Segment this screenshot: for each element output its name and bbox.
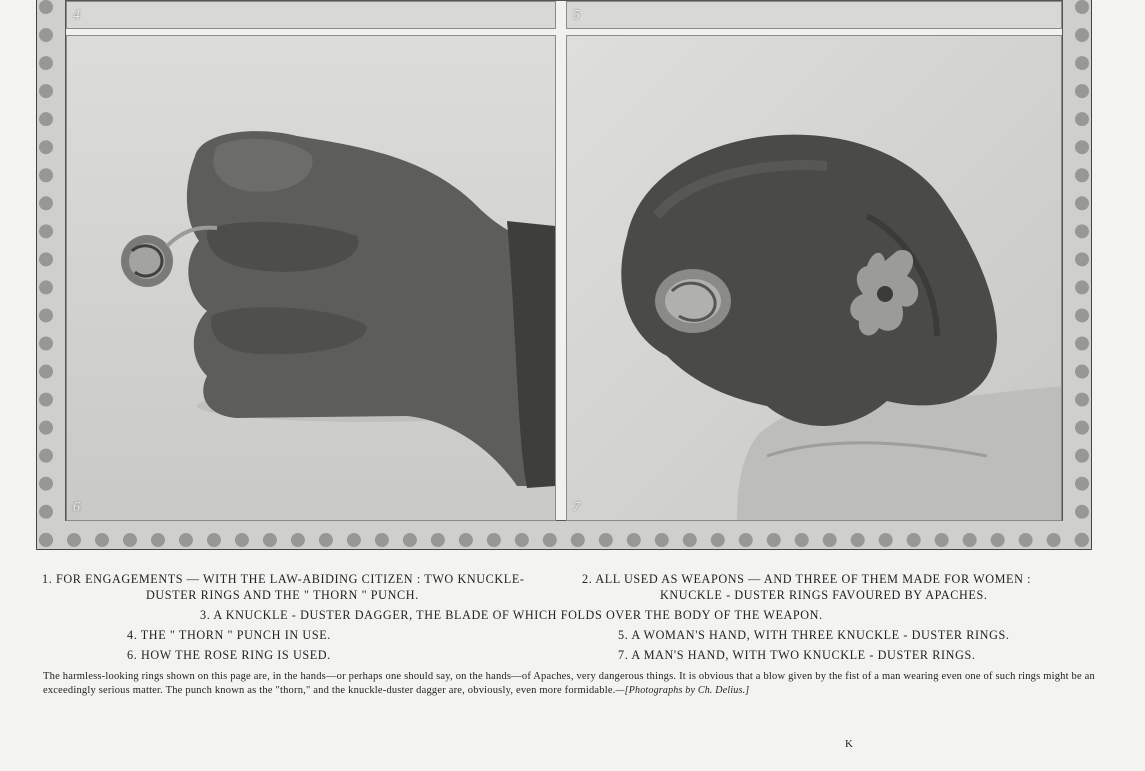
ornamental-border-frame — [36, 0, 1092, 550]
photo-7-mans-hand-two-rings — [566, 35, 1062, 521]
photo-number-4: 4 — [73, 8, 80, 23]
page-signature-mark: K — [845, 738, 853, 750]
explanatory-paragraph — [43, 670, 1095, 697]
caption-5: 5. A WOMAN'S HAND, WITH THREE KNUCKLE - DUSTER RINGS. — [618, 628, 1010, 642]
caption-1: 1. FOR ENGAGEMENTS — WITH THE LAW-ABIDING CITIZEN : TWO KNUCKLE- — [42, 572, 525, 586]
explanatory-text: The harmless-looking rings shown on this page are, in the hands—or perhaps one should say, on the hands—of Apaches, very dangerous things. It is obvious that a blow given by the fist of a man wearing even one of such rings might be an exceedingly serious matter. The punch known as the "thorn," and the knuckle-duster dagger are, obviously, even more formidable. — [43, 671, 1095, 696]
photo-5-strip — [566, 1, 1062, 29]
caption-2: 2. ALL USED AS WEAPONS — AND THREE OF THEM MADE FOR WOMEN : — [582, 572, 1032, 586]
caption-7: 7. A MAN'S HAND, WITH TWO KNUCKLE - DUSTER RINGS. — [618, 648, 976, 662]
fist-with-two-rings-image — [567, 36, 1061, 520]
fist-with-rose-ring-image — [67, 36, 555, 520]
photo-credit: —[Photographs by Ch. Delius.] — [615, 684, 750, 696]
caption-6: 6. HOW THE ROSE RING IS USED. — [127, 648, 331, 662]
caption-1-continued: DUSTER RINGS AND THE " THORN " PUNCH. — [146, 588, 419, 602]
caption-4: 4. THE " THORN " PUNCH IN USE. — [127, 628, 331, 642]
photo-4-strip — [66, 1, 556, 29]
photo-number-5: 5 — [573, 8, 580, 23]
caption-3: 3. A KNUCKLE - DUSTER DAGGER, THE BLADE OF WHICH FOLDS OVER THE BODY OF THE WEAPON. — [200, 608, 823, 622]
photo-panel — [65, 0, 1063, 521]
photo-number-6: 6 — [73, 500, 80, 515]
caption-2-continued: KNUCKLE - DUSTER RINGS FAVOURED BY APACHES. — [660, 588, 988, 602]
photo-6-fist-rose-ring — [66, 35, 556, 521]
photo-number-7: 7 — [573, 500, 580, 515]
